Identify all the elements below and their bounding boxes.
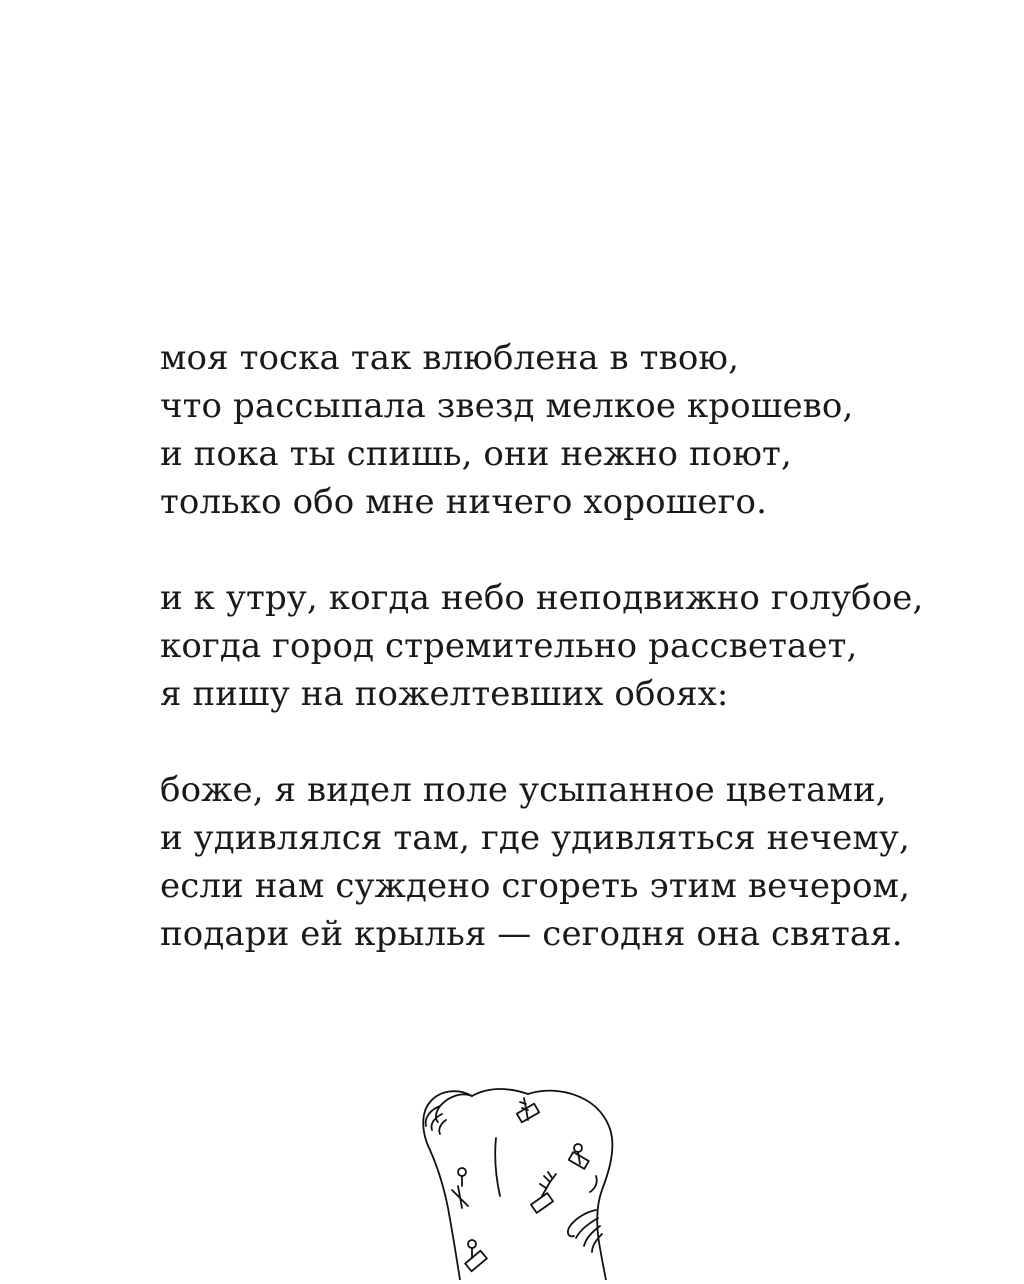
poem-line: и к утру, когда небо неподвижно голубое, [160,578,924,618]
embracing-figure-icon [400,1078,630,1280]
poem-line: моя тоска так влюблена в твою, [160,338,740,378]
poem-line: если нам суждено сгореть этим вечером, [160,866,910,906]
poem-line: я пишу на пожелтевших обоях: [160,674,729,714]
poem-line: только обо мне ничего хорошего. [160,482,767,522]
poem-line: когда город стремительно рассветает, [160,626,858,666]
stanza-2 [160,574,960,718]
poem-line: подари ей крылья — сегодня она святая. [160,914,903,954]
poem-line: что рассыпала звезд мелкое крошево, [160,386,854,426]
poem-line: боже, я видел поле усыпанное цветами, [160,770,887,810]
poem-line: и пока ты спишь, они нежно поют, [160,434,792,474]
stanza-1 [160,334,960,526]
poem [160,334,960,1006]
poem-line: и удивлялся там, где удивляться нечему, [160,818,910,858]
stanza-3 [160,766,960,958]
